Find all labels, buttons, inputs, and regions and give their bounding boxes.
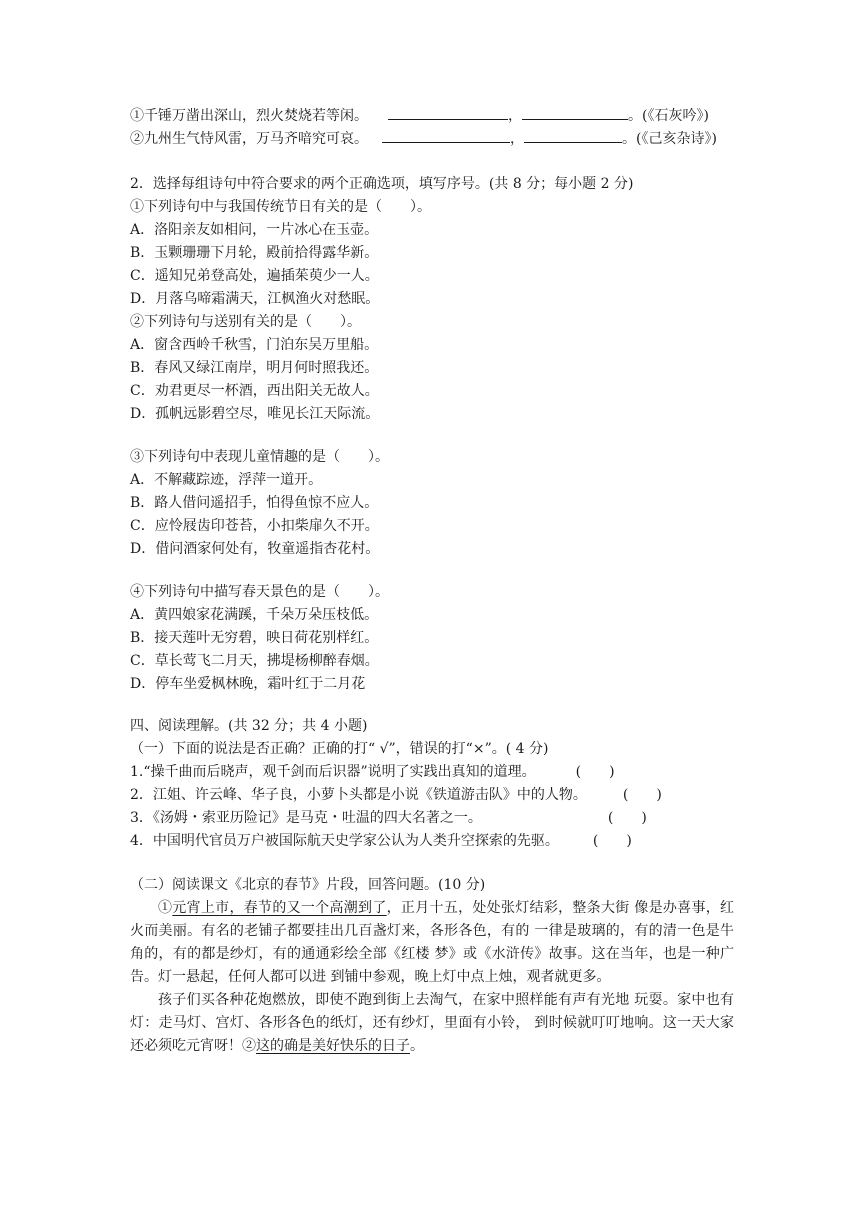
- section-4-title: 四、阅读理解。(共 32 分；共 4 小题): [130, 718, 368, 734]
- answer-blank: [522, 104, 628, 120]
- statement-text: 3．《汤姆・索亚历险记》是马克・吐温的四大名著之一。: [130, 810, 482, 826]
- option-b: B．路人借问遥招手，怕得鱼惊不应人。: [130, 495, 379, 511]
- part-2-title: （二）阅读课文《北京的春节》片段，回答问题。(10 分): [130, 877, 486, 893]
- paragraph-text: 孩子们买各种花炮燃放，即使不跑到街上去淘气，在家中照样能有声有光地 玩耍。家中也有灯：走马灯、宫灯、各形各色的纸灯，还有纱灯，里面有小铃， 到时候就叮叮地响。这一天大家还必须吃元宵呀！: [130, 992, 734, 1054]
- sentence-mark: ②: [242, 1038, 256, 1054]
- underlined-sentence: 元宵上市，春节的又一个高潮到了: [172, 900, 387, 916]
- option-a: A．不解藏踪迹，浮萍一道开。: [130, 472, 323, 488]
- poem-text: ②九州生气恃风雷，万马齐喑究可哀。: [130, 131, 368, 147]
- option-d: D．月落乌啼霜满天，江枫渔火对愁眠。: [130, 291, 380, 307]
- paragraph-text: ，正月十五，处处张灯结彩，整条大街 像是办喜事，红火而美丽。有名的老铺子都要挂出几百盏灯来，各形各色，有的 一律是玻璃的，有的清一色是牛角的，有的都是纱灯，有的通通彩绘全部《红楼 梦》或《水浒传》故事。这在当年，也是一种广告。灯一悬起，任何人都可以进 到铺中参观，晚上灯中点上烛，观者就更多。: [130, 900, 735, 985]
- section-2-title: 2．选择每组诗句中符合要求的两个正确选项，填写序号。(共 8 分；每小题 2 分): [130, 176, 634, 192]
- answer-blank: [388, 104, 508, 120]
- answer-blank: [524, 127, 622, 143]
- question-stem: ②下列诗句与送别有关的是（ ）。: [130, 314, 361, 330]
- option-b: B．接天莲叶无穷碧，映日荷花别样红。: [130, 630, 379, 646]
- option-b: B．玉颗珊珊下月轮，殿前拾得露华新。: [130, 245, 379, 261]
- fill-blank-line-1: [130, 104, 740, 128]
- option-c: C．遥知兄弟登高处，遍插茱萸少一人。: [130, 268, 379, 284]
- option-d: D．借问酒家何处有，牧童遥指杏花村。: [130, 541, 380, 557]
- option-a: A．窗含西岭千秋雪，门泊东吴万里船。: [130, 337, 379, 353]
- option-c: C．草长莺飞二月天，拂堤杨柳醉春烟。: [130, 653, 379, 669]
- true-false-item: [130, 784, 740, 807]
- answer-paren: ( ): [592, 833, 632, 849]
- part-1-title: （一）下面的说法是否正确？正确的打“ √”，错误的打“×”。( 4 分): [130, 741, 549, 757]
- true-false-item: [130, 761, 740, 784]
- question-stem: ④下列诗句中描写春天景色的是（ ）。: [130, 584, 389, 600]
- true-false-item: [130, 807, 740, 830]
- poem-source: 。(《己亥杂诗》): [622, 131, 717, 147]
- true-false-item: [130, 830, 740, 853]
- answer-paren: ( ): [607, 810, 647, 826]
- passage-paragraph-2: [130, 989, 734, 1058]
- statement-text: 1.“操千曲而后晓声，观千剑而后识器”说明了实践出真知的道理。: [130, 764, 536, 780]
- answer-blank: [382, 127, 510, 143]
- paragraph-text: 。: [410, 1038, 424, 1054]
- passage-paragraph-1: [130, 897, 734, 989]
- fill-blank-line-2: [130, 127, 740, 151]
- answer-paren: ( ): [575, 764, 615, 780]
- option-b: B．春风又绿江南岸，明月何时照我还。: [130, 360, 379, 376]
- option-d: D．孤帆远影碧空尽，唯见长江天际流。: [130, 406, 380, 422]
- option-c: C．应怜屐齿印苍苔，小扣柴扉久不开。: [130, 518, 379, 534]
- poem-text: ①千锤万凿出深山，烈火焚烧若等闲。: [130, 108, 368, 124]
- sentence-mark: ①: [158, 900, 173, 916]
- answer-paren: ( ): [622, 787, 662, 803]
- question-stem: ③下列诗句中表现儿童情趣的是（ ）。: [130, 449, 389, 465]
- blank-separator: ，: [510, 131, 524, 147]
- poem-source: 。(《石灰吟》): [628, 108, 709, 124]
- question-stem: ①下列诗句中与我国传统节日有关的是（ ）。: [130, 199, 431, 215]
- reading-passage: [130, 897, 734, 1058]
- statement-text: 2．江姐、许云峰、华子良，小萝卜头都是小说《铁道游击队》中的人物。: [130, 787, 587, 803]
- underlined-sentence: 这的确是美好快乐的日子: [256, 1038, 410, 1054]
- blank-separator: ，: [508, 108, 522, 124]
- option-a: A．洛阳亲友如相问，一片冰心在玉壶。: [130, 222, 379, 238]
- option-a: A．黄四娘家花满蹊，千朵万朵压枝低。: [130, 607, 379, 623]
- option-d: D．停车坐爱枫林晚，霜叶红于二月花: [130, 676, 366, 692]
- option-c: C．劝君更尽一杯酒，西出阳关无故人。: [130, 383, 379, 399]
- statement-text: 4．中国明代官员万户被国际航天史学家公认为人类升空探索的先驱。: [130, 833, 559, 849]
